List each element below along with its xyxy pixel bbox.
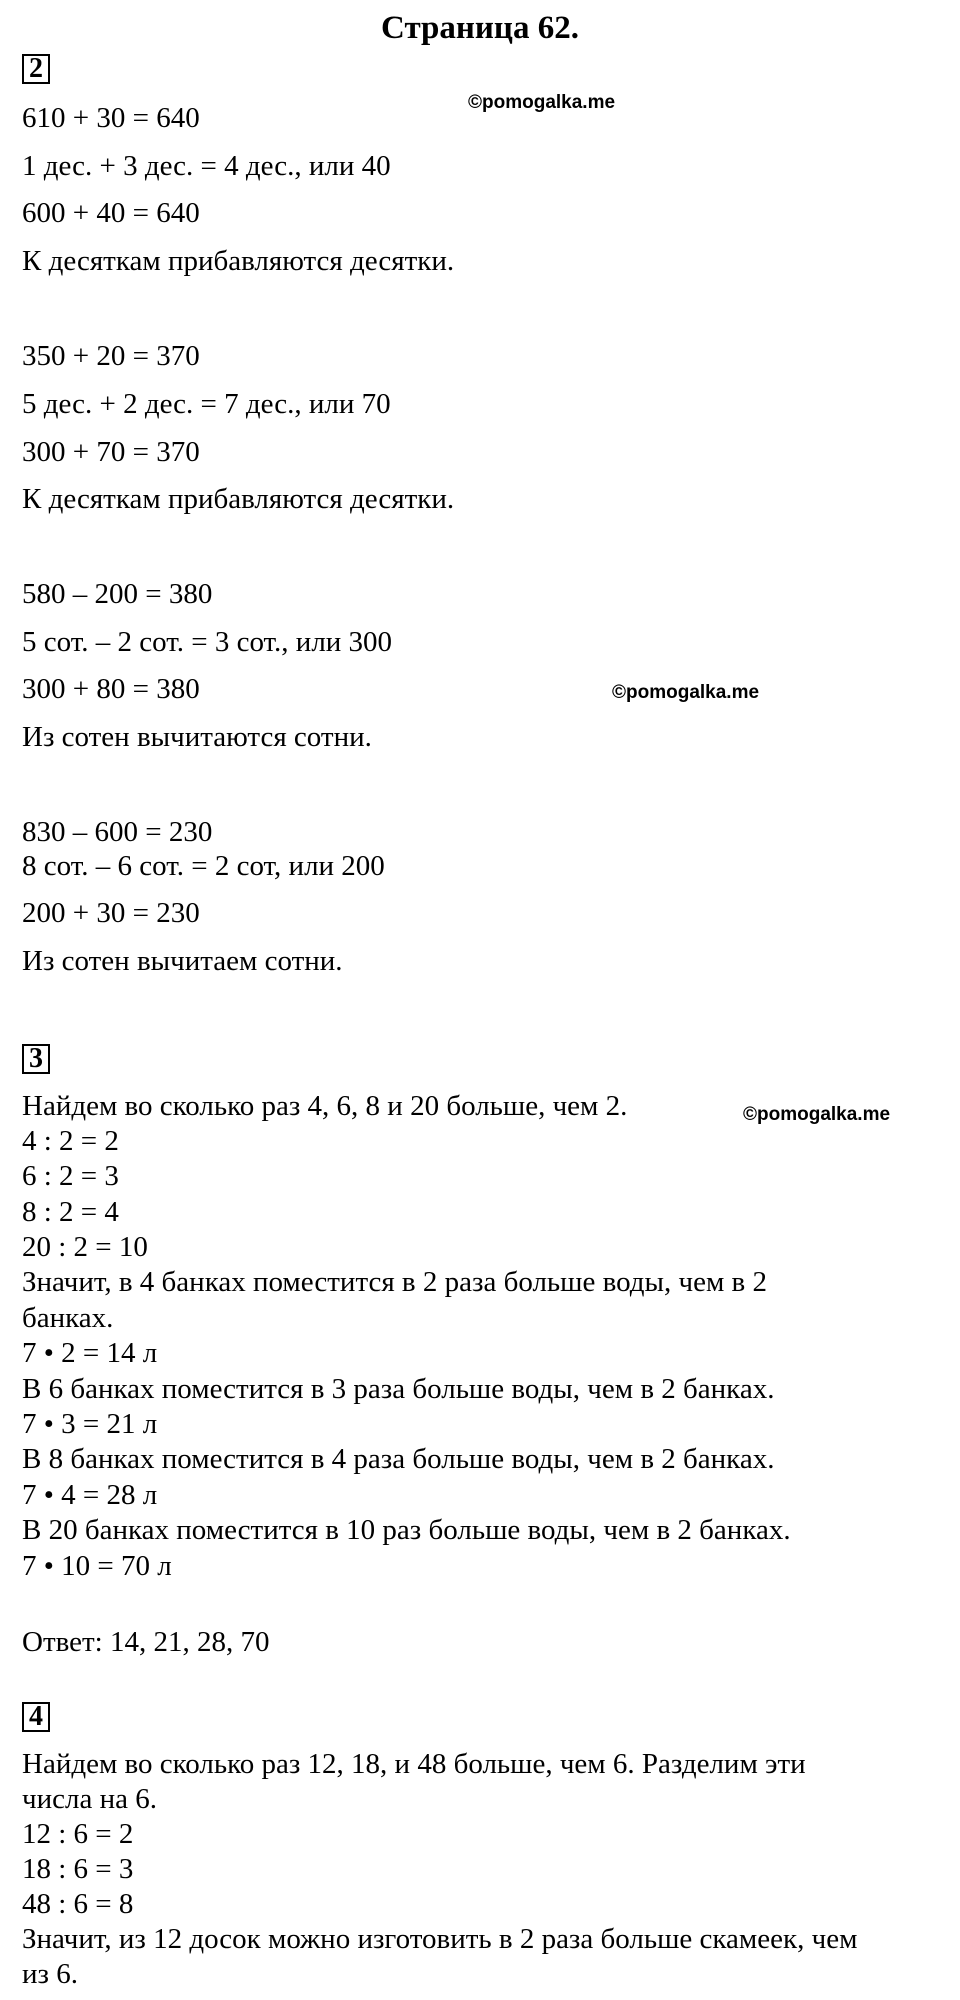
solution-line: Значит, в 4 банках поместится в 2 раза больше воды, чем в 2 xyxy=(22,1266,767,1298)
solution-line: 830 – 600 = 230 xyxy=(22,816,213,848)
solution-line: 18 : 6 = 3 xyxy=(22,1853,134,1885)
solution-line: 8 : 2 = 4 xyxy=(22,1196,119,1228)
solution-line: 5 сот. – 2 сот. = 3 сот., или 300 xyxy=(22,626,393,658)
solution-line: Найдем во сколько раз 12, 18, и 48 больше, чем 6. Разделим эти xyxy=(22,1748,806,1780)
solution-line: В 8 банках поместится в 4 раза больше воды, чем в 2 банках. xyxy=(22,1443,775,1475)
solution-line: числа на 6. xyxy=(22,1783,157,1815)
solution-line: 7 • 10 = 70 л xyxy=(22,1550,172,1582)
solution-line: 300 + 70 = 370 xyxy=(22,436,200,468)
solution-line: Из сотен вычитаются сотни. xyxy=(22,721,372,753)
solution-line: Значит, из 12 досок можно изготовить в 2 раза больше скамеек, чем xyxy=(22,1923,858,1955)
solution-line: 7 • 4 = 28 л xyxy=(22,1479,158,1511)
solution-line: 7 • 3 = 21 л xyxy=(22,1408,158,1440)
task-number-box: 3 xyxy=(22,1044,50,1074)
solution-line: 300 + 80 = 380 xyxy=(22,673,200,705)
watermark: ©pomogalka.me xyxy=(612,682,760,703)
solution-line: 200 + 30 = 230 xyxy=(22,897,200,929)
solution-line: Найдем во сколько раз 4, 6, 8 и 20 больше, чем 2. xyxy=(22,1090,628,1122)
solution-line: 6 : 2 = 3 xyxy=(22,1160,119,1192)
answer-line: Ответ: 14, 21, 28, 70 xyxy=(22,1626,270,1658)
solution-line: 7 • 2 = 14 л xyxy=(22,1337,158,1369)
solution-line: Из сотен вычитаем сотни. xyxy=(22,945,343,977)
solution-line: В 6 банках поместится в 3 раза больше воды, чем в 2 банках. xyxy=(22,1373,775,1405)
page-title: Страница 62. xyxy=(381,10,579,46)
solution-line: 580 – 200 = 380 xyxy=(22,578,213,610)
solution-line: 5 дес. + 2 дес. = 7 дес., или 70 xyxy=(22,388,391,420)
watermark: ©pomogalka.me xyxy=(743,1104,891,1125)
solution-line: 600 + 40 = 640 xyxy=(22,197,200,229)
solution-line: из 6. xyxy=(22,1958,78,1990)
solution-line: 8 сот. – 6 сот. = 2 сот, или 200 xyxy=(22,850,385,882)
task-number-box: 4 xyxy=(22,1702,50,1732)
solution-line: В 20 банках поместится в 10 раз больше воды, чем в 2 банках. xyxy=(22,1514,791,1546)
watermark: ©pomogalka.me xyxy=(468,92,616,113)
solution-line: 610 + 30 = 640 xyxy=(22,102,200,134)
solution-line: 350 + 20 = 370 xyxy=(22,340,200,372)
solution-line: К десяткам прибавляются десятки. xyxy=(22,245,455,277)
solution-line: 4 : 2 = 2 xyxy=(22,1125,119,1157)
task-number-box: 2 xyxy=(22,54,50,84)
solution-line: 1 дес. + 3 дес. = 4 дес., или 40 xyxy=(22,150,391,182)
solution-line: 20 : 2 = 10 xyxy=(22,1231,148,1263)
solution-line: банках. xyxy=(22,1302,114,1334)
solution-line: 12 : 6 = 2 xyxy=(22,1818,134,1850)
solution-line: 48 : 6 = 8 xyxy=(22,1888,134,1920)
solution-line: К десяткам прибавляются десятки. xyxy=(22,483,455,515)
